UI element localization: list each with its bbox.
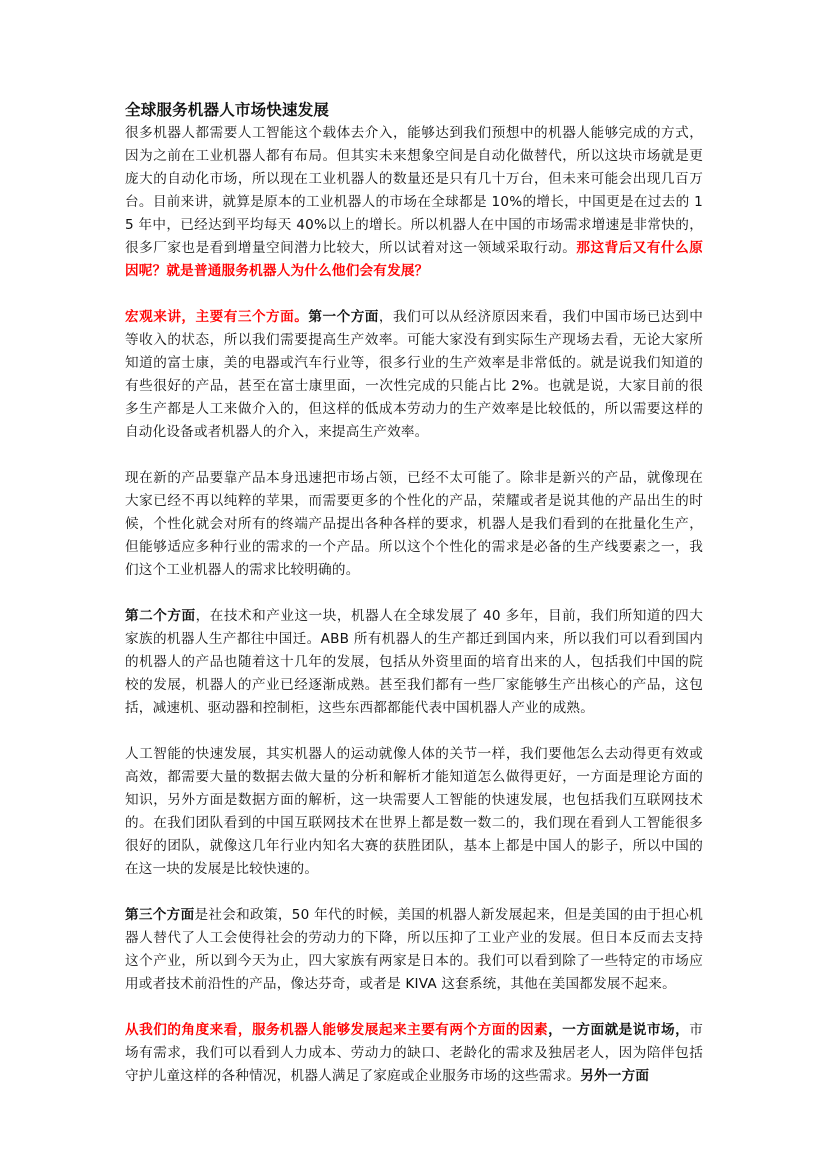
paragraph-1 xyxy=(125,122,703,283)
paragraph-2-heading: 第一个方面 xyxy=(308,309,379,325)
page-title: 全球服务机器人市场快速发展 xyxy=(125,101,330,119)
paragraph-1-highlight: 那这背后又有什么原因呢？就是普通服务机器人为什么他们会有发展？ xyxy=(125,240,703,279)
paragraph-5-text: 人工智能的快速发展，其实机器人的运动就像人体的关节一样，我们要他怎么去动得更有效或高效，都需要大量的数据去做大量的分析和解析才能知道怎么做得更好，一方面是理论方面的知识，另外方面是数据方面的解析，这一块需要人工智能的快速发展，也包括我们互联网技术的。在我们团队看到的中国互联网技术在世界上都是数一数二的，我们现在看到人工智能很多很好的团队，就像这几年行业内知名大赛的获胜团队，基本上都是中国人的影子，所以中国的在这一块的发展是比较快速的。 xyxy=(125,746,703,877)
paragraph-3-text: 现在新的产品要靠产品本身迅速把市场占领，已经不太可能了。除非是新兴的产品，就像现在大家已经不再以纯粹的苹果，而需要更多的个性化的产品，荣耀或者是说其他的产品出生的时候，个性化就会对所有的终端产品提出各种各样的要求，机器人是我们看到的在批量化生产，但能够适应多种行业的需求的一个产品。所以这个个性化的需求是必备的生产线要素之一，我们这个工业机器人的需求比较明确的。 xyxy=(125,470,703,578)
paragraph-7-tail: 另外一方面 xyxy=(580,1068,650,1084)
paragraph-2 xyxy=(125,306,703,444)
paragraph-3 xyxy=(125,467,703,582)
paragraph-7-heading: ，一方面就是说市场， xyxy=(548,1022,690,1038)
document-body xyxy=(125,98,703,1111)
paragraph-1-text: 很多机器人都需要人工智能这个载体去介入，能够达到我们预想中的机器人能够完成的方式，因为之前在工业机器人都有布局。但其实未来想象空间是自动化做替代，所以这块市场就是更庞大的自动化市场，所以现在工业机器人的数量还是只有几十万台，但未来可能会出现几百万台。目前来讲，就算是原本的工业机器人的市场在全球都是 10%的增长，中国更是在过去的 15 年中，已经达到平均每天 40%以上的增长。所以机器人在中国的市场需求增速是非常快的，很多厂家也是看到增量空间潜力比较大，所以试着对这一领域采取行动。 xyxy=(125,125,703,256)
paragraph-7 xyxy=(125,1019,703,1088)
paragraph-4-heading: 第二个方面 xyxy=(125,608,196,624)
paragraph-7-text: 市场有需求，我们可以看到人力成本、劳动力的缺口、老龄化的需求及独居老人，因为陪伴包括守护儿童这样的各种情况，机器人满足了家庭或企业服务市场的这些需求。 xyxy=(125,1022,704,1084)
paragraph-4 xyxy=(125,605,703,720)
paragraph-2-highlight: 宏观来讲，主要有三个方面。 xyxy=(125,309,309,325)
paragraph-4-text: ，在技术和产业这一块，机器人在全球发展了 40 多年，目前，我们所知道的四大家族的机器人生产都往中国迁。ABB 所有机器人的生产都迁到国内来，所以我们可以看到国内的机器人的产品也随着这十几年的发展，包括从外资里面的培育出来的人，包括我们中国的院校的发展，机器人的产业已经逐渐成熟。甚至我们都有一些厂家能够生产出核心的产品，这包括，减速机、驱动器和控制柜，这些东西都都能代表中国机器人产业的成熟。 xyxy=(125,608,703,716)
paragraph-6-heading: 第三个方面 xyxy=(125,907,195,923)
paragraph-5 xyxy=(125,743,703,881)
paragraph-6-text: 是社会和政策，50 年代的时候，美国的机器人新发展起来，但是美国的由于担心机器人替代了人工会使得社会的劳动力的下降，所以压抑了工业产业的发展。但日本反而去支持这个产业，所以到今天为止，四大家族有两家是日本的。我们可以看到除了一些特定的市场应用或者技术前沿性的产品，像达芬奇，或者是 KIVA 这套系统，其他在美国都发展不起来。 xyxy=(125,907,704,992)
paragraph-2-text: ，我们可以从经济原因来看，我们中国市场已达到中等收入的状态，所以我们需要提高生产效率。可能大家没有到实际生产现场去看，无论大家所知道的富士康，美的电器或汽车行业等，很多行业的生产效率是非常低的。就是说我们知道的有些很好的产品，甚至在富士康里面，一次性完成的只能占比 2%。也就是说，大家目前的很多生产都是人工来做介入的，但这样的低成本劳动力的生产效率是比较低的，所以需要这样的自动化设备或者机器人的介入，来提高生产效率。 xyxy=(125,309,704,440)
paragraph-7-highlight: 从我们的角度来看，服务机器人能够发展起来主要有两个方面的因素 xyxy=(125,1022,549,1038)
paragraph-6 xyxy=(125,904,703,996)
